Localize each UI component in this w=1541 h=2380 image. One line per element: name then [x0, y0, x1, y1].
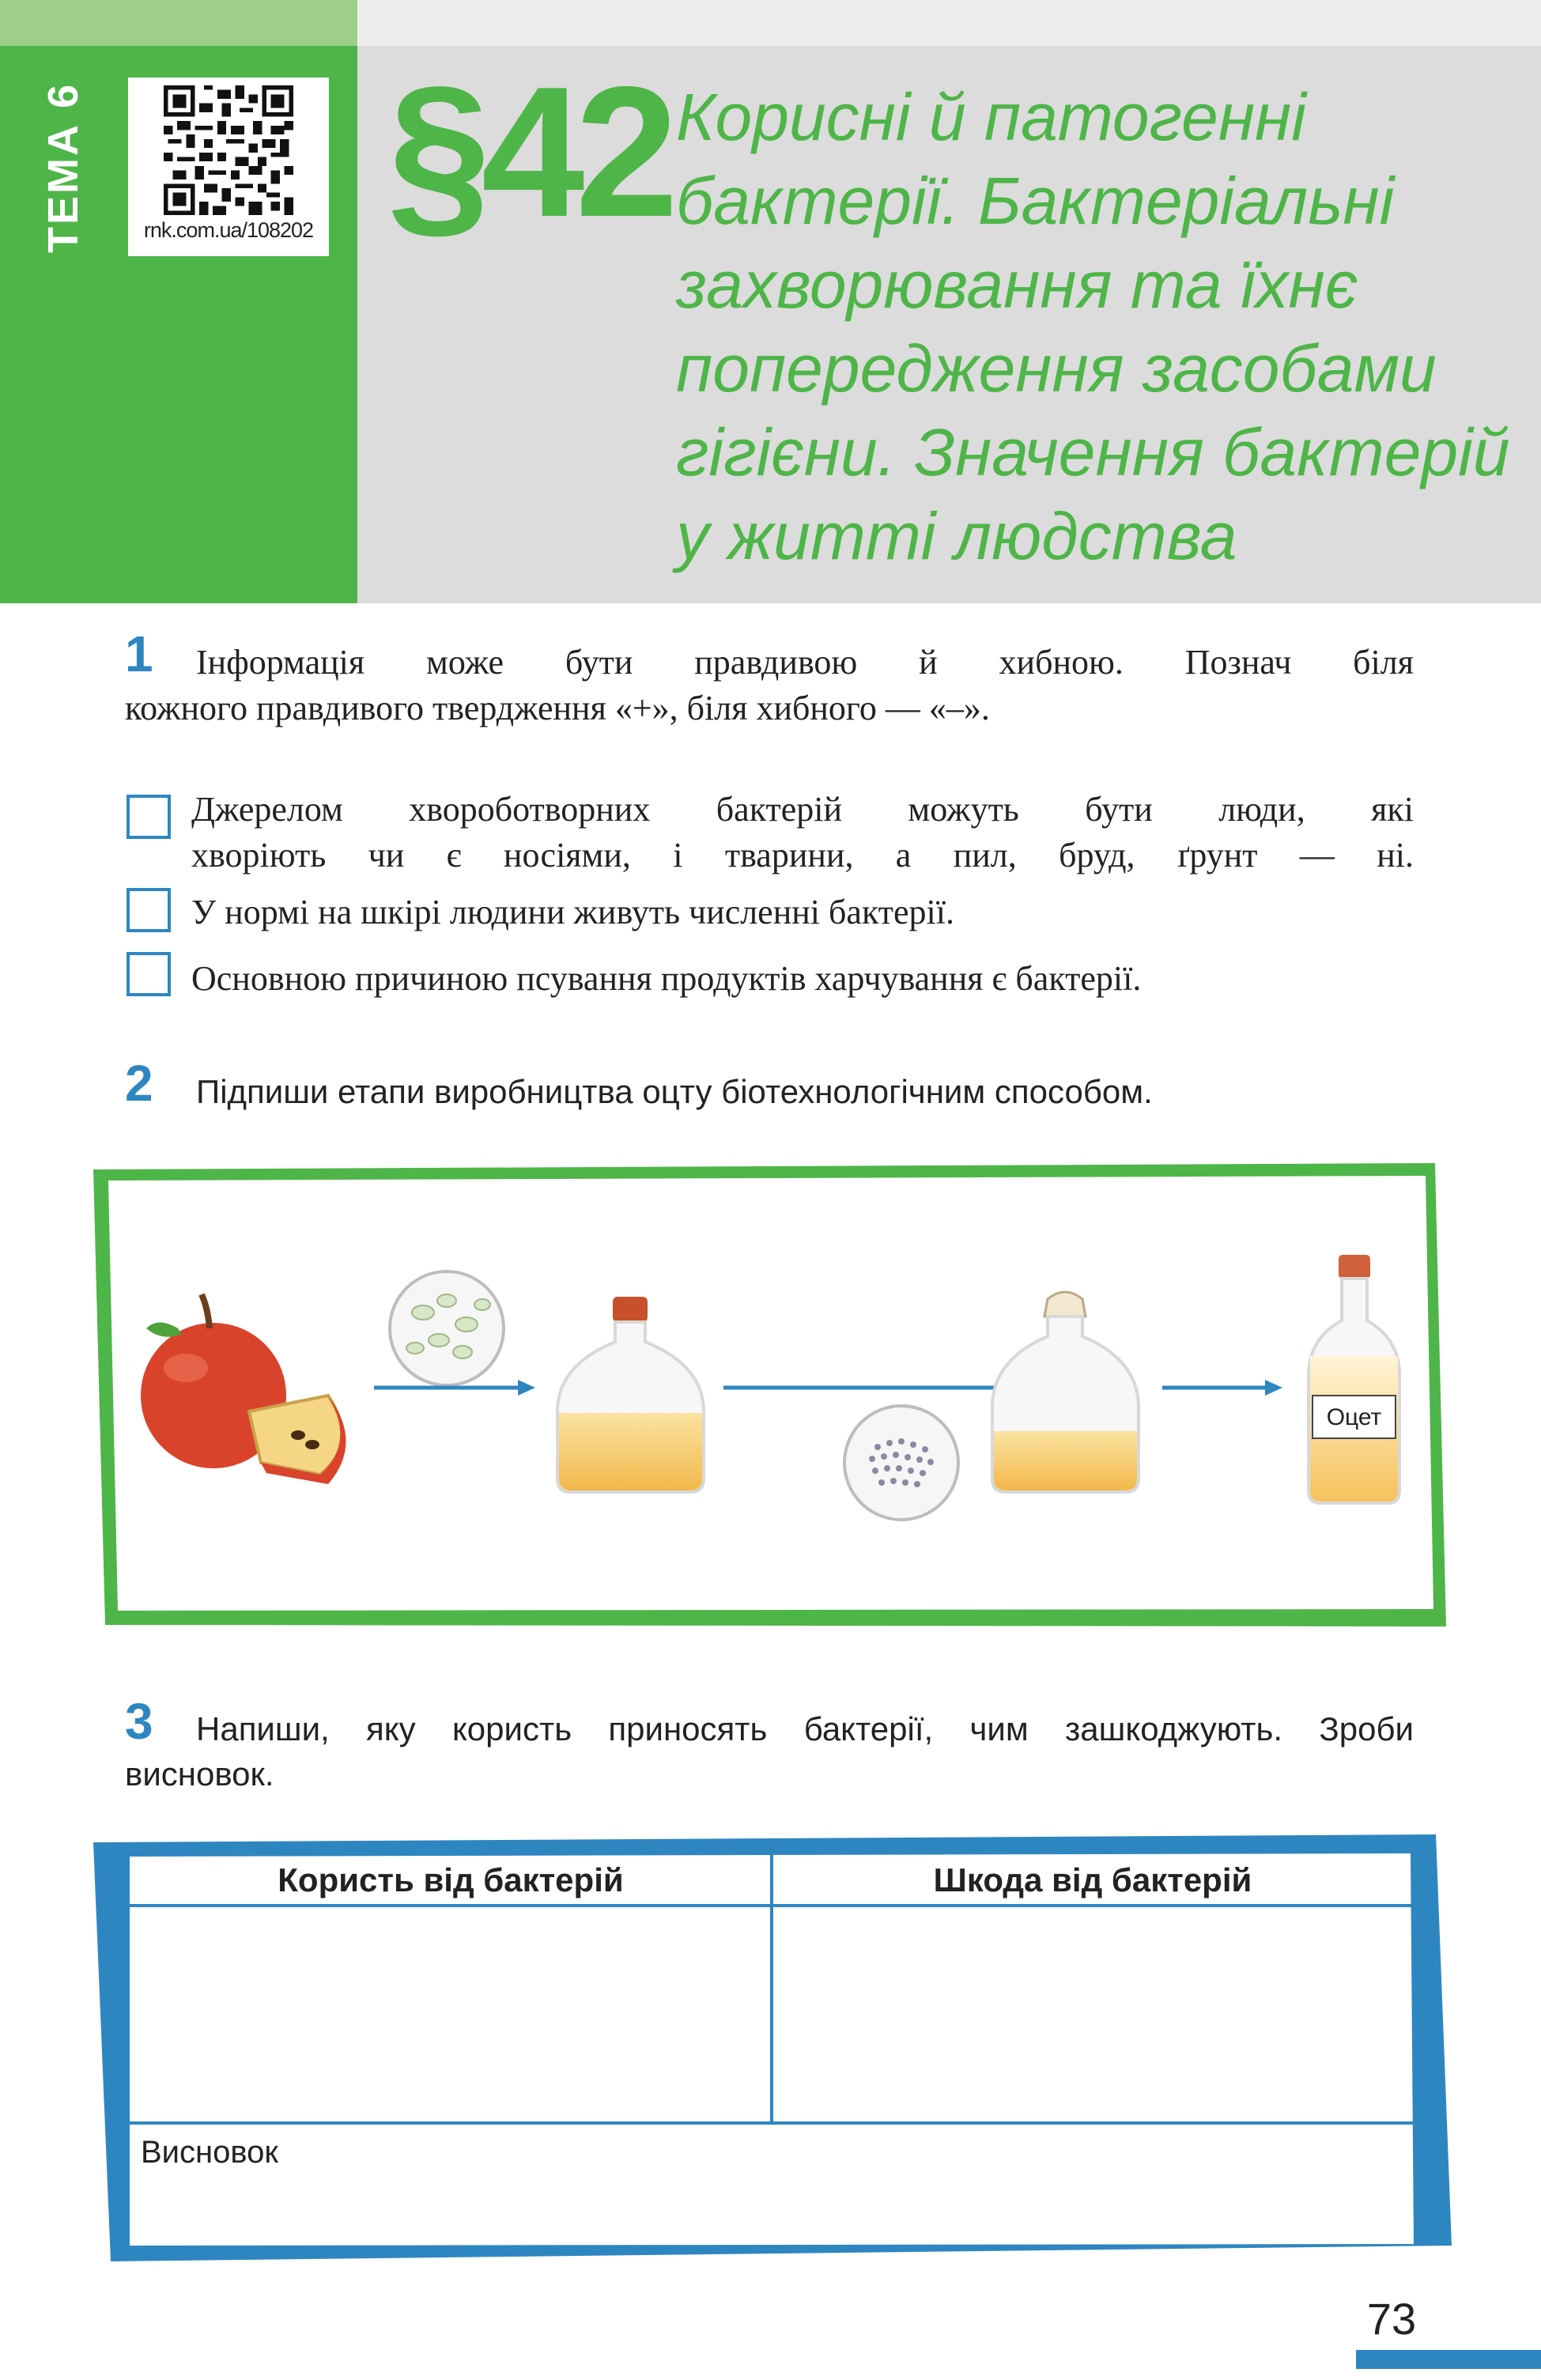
qr-code-card[interactable]	[128, 77, 329, 256]
task-3-instruction-line1: Напиши, яку користь приносять бактерії, чим зашкоджують. Зроби	[196, 1710, 1414, 1747]
statement-3-checkbox[interactable]	[127, 952, 171, 996]
task-2-instruction: Підпиши етапи виробництва оцту біотехнологічним способом.	[196, 1073, 1153, 1110]
statement-3-text: Основною причиною псування продуктів харчування є бактерії.	[191, 959, 1142, 998]
vinegar-production-illustration	[91, 1158, 1451, 1629]
column-header-harm: Шкода від бактерій	[933, 1861, 1252, 1898]
task-1-instruction-line2: кожного правдивого твердження «+», біля хибного — «–».	[125, 689, 990, 727]
task-1-instruction-line1: Інформація може бути правдивою й хибною. Познач біля	[196, 643, 1414, 682]
conclusion-label: Висновок	[141, 2135, 278, 2170]
page-title	[676, 75, 1514, 578]
bacteria-culture-icon	[390, 1271, 504, 1385]
illustration-svg	[91, 1158, 1451, 1629]
paragraph-number: §42	[387, 47, 670, 255]
column-header-benefit: Користь від бактерій	[278, 1861, 624, 1898]
benefit-harm-table	[93, 1834, 1453, 2261]
statement-1-line2: хворіють чи є носіями, і тварини, а пил, бруд, ґрунт — ні.	[191, 836, 1414, 875]
task-2-number: 2	[125, 1055, 153, 1112]
vinegar-label: Оцет	[1326, 1404, 1382, 1430]
conclusion-answer-area[interactable]	[133, 2174, 1407, 2241]
page-number: 73	[1366, 2294, 1417, 2344]
title-line: у житті людства	[676, 499, 1237, 573]
title-line: гігієни. Значення бактерій	[676, 415, 1510, 489]
title-line: бактерії. Бактеріальні	[676, 164, 1395, 238]
statement-1-checkbox[interactable]	[127, 795, 171, 839]
page-number-bar	[1356, 2350, 1541, 2369]
topic-label: ТЕМА 6	[40, 81, 87, 253]
qr-code-icon	[158, 85, 299, 215]
harm-answer-cell[interactable]	[775, 1909, 1411, 2121]
statement-2-checkbox[interactable]	[127, 888, 171, 932]
statement-1-line1: Джерелом хвороботворних бактерій можуть бути люди, які	[191, 790, 1414, 829]
task-1-number: 1	[125, 625, 153, 682]
title-line: захворювання та їхнє	[676, 247, 1358, 322]
benefit-answer-cell[interactable]	[133, 1909, 769, 2121]
header-top-strip-gray	[357, 0, 1541, 46]
bacteria-culture-icon	[844, 1406, 958, 1520]
qr-url[interactable]: rnk.com.ua/108202	[143, 218, 314, 242]
task-3-number: 3	[125, 1693, 153, 1750]
statement-2-text: У нормі на шкірі людини живуть численні бактерії.	[191, 893, 954, 931]
title-line: попередження засобами	[676, 331, 1437, 406]
task-3-instruction-line2: висновок.	[125, 1755, 274, 1793]
title-line: Корисні й патогенні	[676, 80, 1306, 154]
